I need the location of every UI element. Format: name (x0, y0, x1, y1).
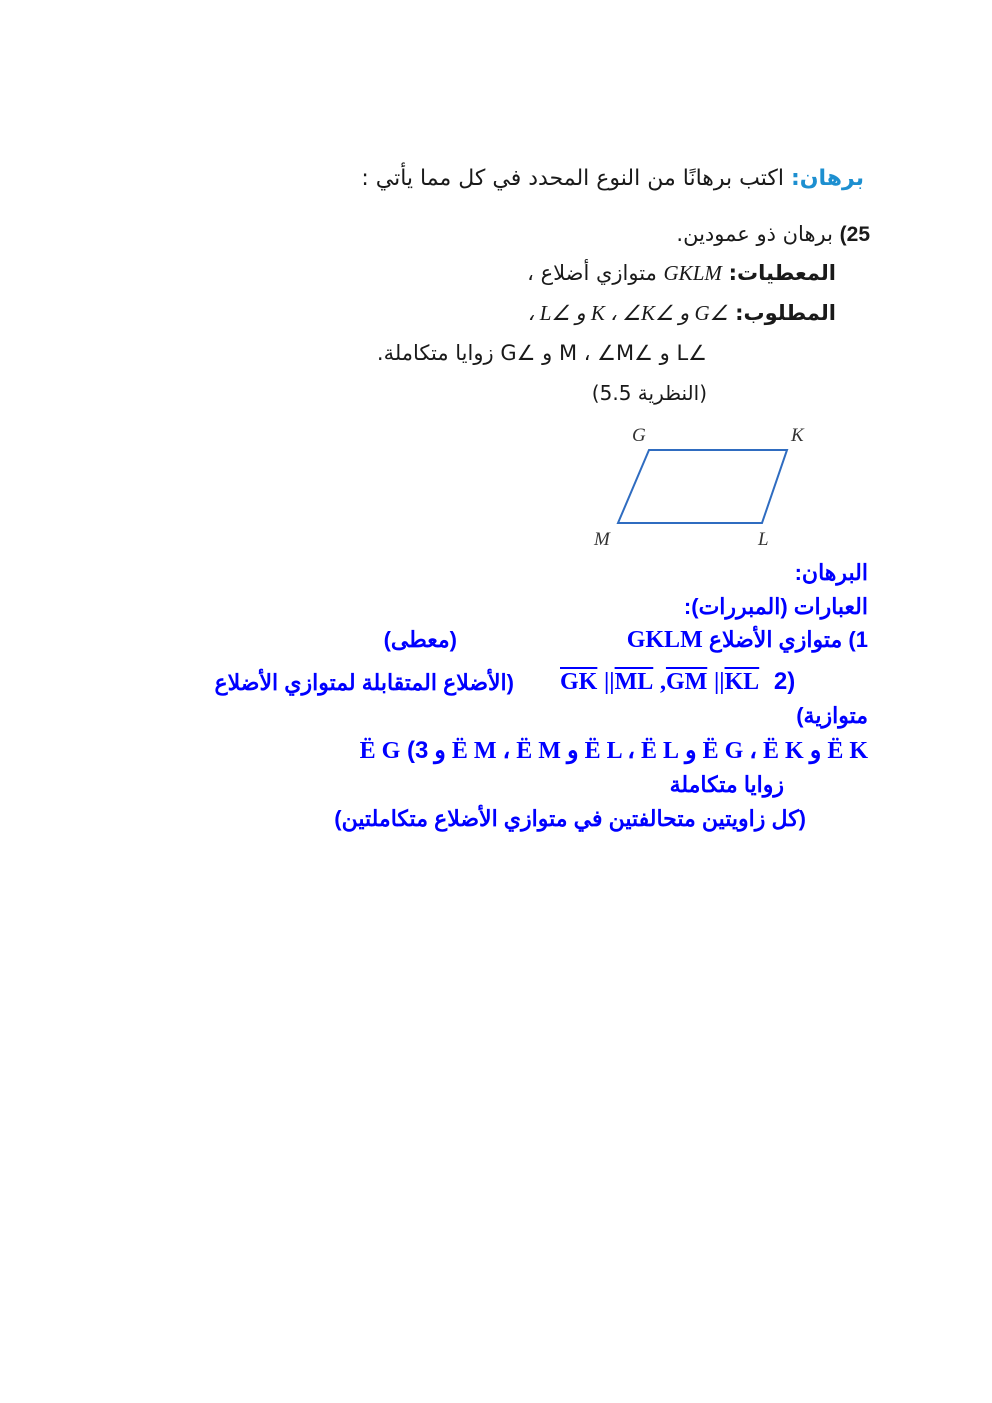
step-1-figure: GKLM (626, 627, 703, 653)
step-3-conclusion: زوايا متكاملة (669, 772, 784, 797)
vertex-label-L: L (758, 529, 769, 550)
theorem-text: (النظرية 5.5) (591, 381, 707, 405)
comma: , (659, 669, 666, 695)
segment-KL: $\overline{KL}$ (724, 669, 760, 695)
segment-ML: $\overline{ML}$ (614, 669, 654, 695)
step-2 (560, 668, 795, 696)
given-line (527, 261, 836, 286)
step-2-reason-line-2: متوازية) (796, 703, 868, 728)
step-1-reason: (معطى) (383, 627, 457, 652)
step-3-reason: (كل زاويتين متحالفتين في متوازي الأضلاع متكاملتين) (334, 806, 806, 831)
instruction-line (361, 166, 864, 191)
proof-title: البرهان: (794, 560, 868, 585)
segment-GK: $\overline{GK}$ (560, 669, 598, 695)
exercise-number-line (676, 222, 870, 247)
step-1-number: 1) (848, 627, 868, 652)
parallel-symbol-2: || (713, 669, 725, 695)
step-3 (360, 736, 868, 765)
required-angles-2: ∠L و ∠M ، ∠M و ∠G زوايا متكاملة. (376, 341, 707, 365)
segment-GM: $\overline{GM}$ (665, 669, 708, 695)
statements-heading: العبارات (المبررات): (683, 594, 868, 619)
required-line-1 (528, 301, 836, 326)
step-1-text: متوازي الأضلاع (708, 627, 843, 652)
required-label: المطلوب: (735, 301, 836, 325)
step-3-angles: Ë K و Ë G ، Ë K و Ë L ، Ë L و Ë M ، Ë M و Ë G (359, 738, 868, 764)
vertex-label-G: G (632, 425, 646, 446)
step-1 (627, 627, 868, 654)
exercise-label: برهان: (790, 166, 864, 191)
instruction-text: اكتب برهانًا من النوع المحدد في كل مما يأتي : (361, 166, 784, 191)
exercise-number: 25) (839, 223, 870, 246)
parallel-symbol-1: || (604, 669, 615, 695)
required-angles-1: ∠G و ∠K ، ∠K و ∠L ، (527, 301, 729, 325)
vertex-label-M: M (594, 529, 610, 550)
step-3-number: (3 (406, 737, 429, 764)
parallelogram-figure (580, 420, 820, 555)
step-2-reason-line-1: (الأضلاع المتقابلة لمتوازي الأضلاع (214, 670, 514, 695)
vertex-label-K: K (791, 425, 804, 446)
given-text: متوازي أضلاع ، (527, 261, 657, 285)
given-figure: GKLM (663, 261, 722, 285)
step-2-number: 2) (773, 668, 796, 695)
proof-type: برهان ذو عمودين. (676, 222, 833, 246)
given-label: المعطيات: (728, 261, 836, 285)
theorem-ref (592, 381, 707, 405)
parallelogram-shape (618, 450, 787, 523)
required-line-2 (377, 341, 707, 365)
